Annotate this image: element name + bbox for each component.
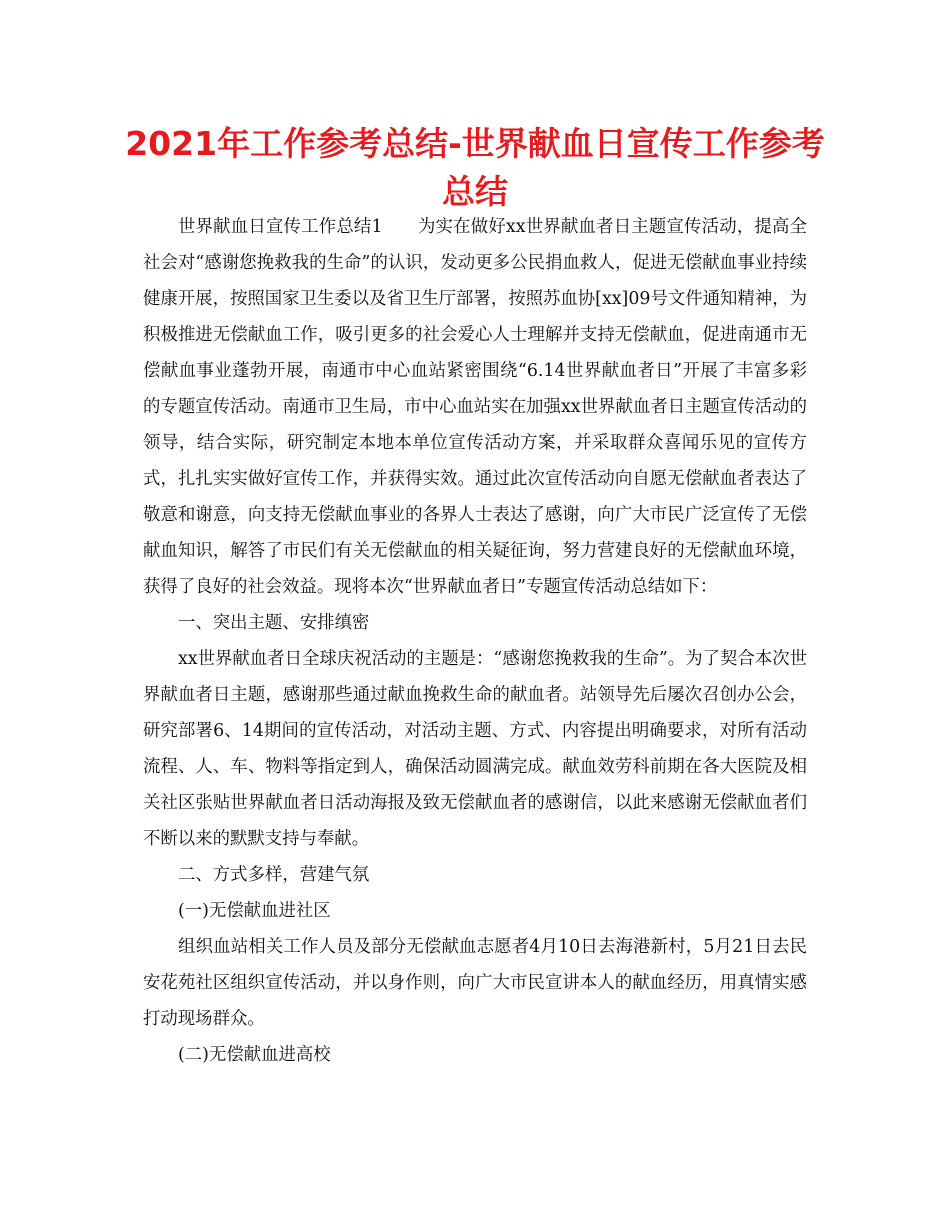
document-body — [143, 209, 807, 1073]
intro-paragraph: 世界献血日宣传工作总结1 为实在做好xx世界献血者日主题宣传活动，提高全社会对“感谢您挽救我的生命”的认识，发动更多公民捐血救人，促进无偿献血事业持续健康开展，按照国家卫生委以及省卫生厅部署，按照苏血协[xx]09号文件通知精神，为积极推进无偿献血工作，吸引更多的社会爱心人士理解并支持无偿献血，促进南通市无偿献血事业蓬勃开展，南通市中心血站紧密围绕“6.14世界献血者日”开展了丰富多彩的专题宣传活动。南通市卫生局，市中心血站实在加强xx世界献血者日主题宣传活动的领导，结合实际，研究制定本地本单位宣传活动方案，并采取群众喜闻乐见的宣传方式，扎扎实实做好宣传工作，并获得实效。通过此次宣传活动向自愿无偿献血者表达了敬意和谢意，向支持无偿献血事业的各界人士表达了感谢，向广大市民广泛宣传了无偿献血知识，解答了市民们有关无偿献血的相关疑征询，努力营建良好的无偿献血环境，获得了良好的社会效益。现将本次“世界献血者日”专题宣传活动总结如下： — [143, 217, 807, 597]
subsection-heading-2: (二)无偿献血进高校 — [178, 1045, 331, 1065]
subsection-heading-1: (一)无偿献血进社区 — [178, 901, 331, 921]
section-heading-2: 二、方式多样，营建气氛 — [178, 865, 370, 885]
section-heading-1: 一、突出主题、安排缜密 — [178, 613, 370, 633]
section-1-paragraph: xx世界献血者日全球庆祝活动的主题是：“感谢您挽救我的生命”。为了契合本次世界献血者日主题，感谢那些通过献血挽救生命的献血者。站领导先后屡次召创办公会，研究部署6、14期间的宣传活动，对活动主题、方式、内容提出明确要求，对所有活动流程、人、车、物料等指定到人，确保活动圆满完成。献血效劳科前期在各大医院及相关社区张贴世界献血者日活动海报及致无偿献血者的感谢信，以此来感谢无偿献血者们不断以来的默默支持与奉献。 — [143, 649, 807, 849]
document-title: 2021年工作参考总结-世界献血日宣传工作参考总结 — [125, 124, 825, 211]
subsection-1-paragraph: 组织血站相关工作人员及部分无偿献血志愿者4月10日去海港新村，5月21日去民安花苑社区组织宣传活动，并以身作则，向广大市民宣讲本人的献血经历，用真情实感打动现场群众。 — [143, 937, 807, 1029]
